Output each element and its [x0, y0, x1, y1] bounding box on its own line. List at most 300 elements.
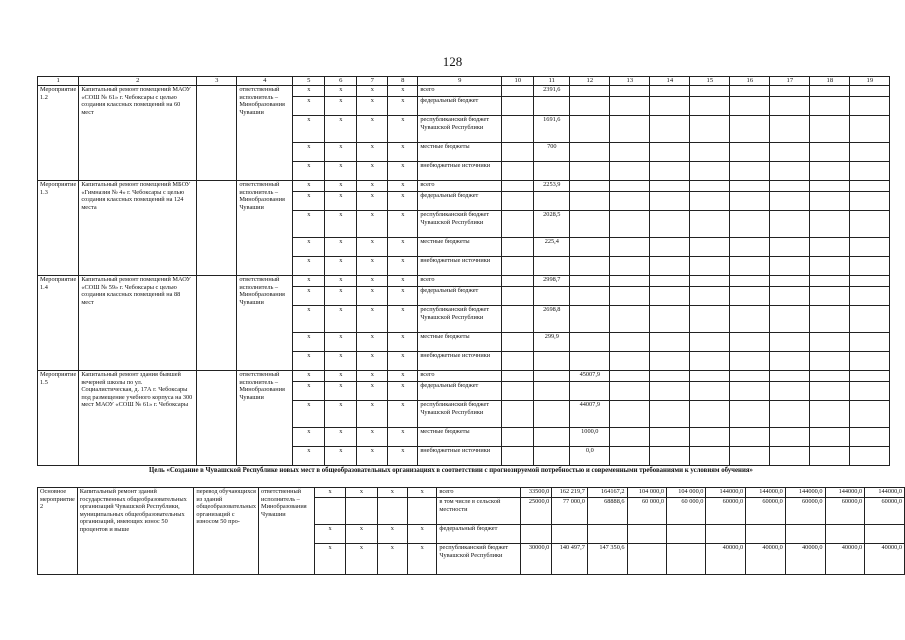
column-header: 19 [850, 77, 890, 86]
empty-cell [810, 257, 850, 276]
empty-cell [810, 192, 850, 211]
value-cell [785, 525, 825, 544]
value-cell [502, 238, 534, 257]
value-cell [502, 211, 534, 238]
value-cell [534, 401, 570, 428]
empty-cell [610, 257, 650, 276]
empty-cell [650, 371, 690, 382]
value-cell [502, 162, 534, 181]
activity-code: Мероприятие 1.4 [38, 276, 79, 371]
funding-source: внебюджетные источники [418, 447, 502, 466]
value-cell [502, 181, 534, 192]
empty-cell [690, 306, 730, 333]
placeholder-x: х [357, 211, 388, 238]
placeholder-x: х [325, 447, 357, 466]
empty-cell [690, 333, 730, 352]
activity-executor: ответственный исполнитель – Минобразования Чувашии [237, 276, 293, 371]
placeholder-x: х [325, 238, 357, 257]
empty-cell [650, 306, 690, 333]
empty-cell [690, 162, 730, 181]
placeholder-x: х [293, 333, 325, 352]
placeholder-x: х [357, 257, 388, 276]
activity-name: Капитальный ремонт зданий государственных общеобразовательных организаций Чувашской Республики, муниципальных общеобразовательных организаций, имеющих износ 50 процентов и выше [77, 488, 194, 575]
empty-cell [650, 86, 690, 97]
empty-cell [770, 276, 810, 287]
empty-cell [850, 257, 890, 276]
value-cell: 104 000,0 [667, 488, 706, 498]
funding-source: федеральный бюджет [418, 287, 502, 306]
empty-cell [690, 211, 730, 238]
empty-cell [850, 238, 890, 257]
empty-cell [407, 498, 436, 525]
value-cell [570, 116, 610, 143]
placeholder-x: х [388, 181, 418, 192]
funding-source: внебюджетные источники [418, 352, 502, 371]
empty-cell [610, 181, 650, 192]
empty-cell [610, 371, 650, 382]
placeholder-x: х [325, 306, 357, 333]
value-cell: 104 000,0 [627, 488, 666, 498]
placeholder-x: х [293, 192, 325, 211]
empty-cell [810, 333, 850, 352]
placeholder-x: х [325, 211, 357, 238]
empty-cell [650, 382, 690, 401]
empty-cell [770, 257, 810, 276]
placeholder-x: х [388, 333, 418, 352]
empty-cell [730, 238, 770, 257]
empty-cell [610, 428, 650, 447]
indicator-cell [197, 276, 237, 371]
empty-cell [810, 352, 850, 371]
empty-cell [770, 238, 810, 257]
activity-code: Основное мероприятие 2 [38, 488, 78, 575]
column-header: 15 [690, 77, 730, 86]
value-cell: 60 000,0 [667, 498, 706, 525]
placeholder-x: х [388, 257, 418, 276]
placeholder-x: х [388, 287, 418, 306]
empty-cell [850, 352, 890, 371]
placeholder-x: х [325, 192, 357, 211]
value-cell [534, 371, 570, 382]
value-cell [534, 97, 570, 116]
empty-cell [314, 498, 345, 525]
empty-cell [850, 287, 890, 306]
column-header: 5 [293, 77, 325, 86]
empty-cell [690, 371, 730, 382]
placeholder-x: х [357, 306, 388, 333]
empty-cell [650, 162, 690, 181]
empty-cell [690, 238, 730, 257]
value-cell [502, 371, 534, 382]
empty-cell [610, 162, 650, 181]
placeholder-x: х [325, 181, 357, 192]
placeholder-x: х [357, 333, 388, 352]
indicator-cell: перевод обучающихся из зданий общеобразовательных организаций с износом 50 про- [194, 488, 259, 575]
activity-name: Капитальный ремонт помещений МАОУ «СОШ № 59» г. Чебоксары с целью создания классных помещений на 88 мест [79, 276, 197, 371]
placeholder-x: х [388, 276, 418, 287]
value-cell: 162 219,7 [552, 488, 588, 498]
value-cell: 60000,0 [706, 498, 746, 525]
placeholder-x: х [357, 238, 388, 257]
empty-cell [810, 211, 850, 238]
value-cell [570, 181, 610, 192]
table-row [38, 181, 890, 192]
empty-cell [770, 401, 810, 428]
empty-cell [690, 428, 730, 447]
value-cell [552, 525, 588, 544]
value-cell [706, 525, 746, 544]
placeholder-x: х [293, 257, 325, 276]
empty-cell [690, 143, 730, 162]
value-cell [570, 287, 610, 306]
empty-cell [610, 333, 650, 352]
value-cell [534, 257, 570, 276]
placeholder-x: х [357, 143, 388, 162]
value-cell [570, 238, 610, 257]
value-cell [667, 544, 706, 575]
value-cell [502, 428, 534, 447]
empty-cell [690, 257, 730, 276]
empty-cell [690, 287, 730, 306]
empty-cell [770, 86, 810, 97]
placeholder-x: х [293, 447, 325, 466]
placeholder-x: х [377, 525, 407, 544]
placeholder-x: х [377, 544, 407, 575]
value-cell [534, 382, 570, 401]
empty-cell [770, 181, 810, 192]
placeholder-x: х [293, 287, 325, 306]
empty-cell [650, 211, 690, 238]
funding-source: местные бюджеты [418, 333, 502, 352]
funding-source: всего [418, 371, 502, 382]
funding-source: всего [418, 181, 502, 192]
value-cell [570, 352, 610, 371]
value-cell: 700 [534, 143, 570, 162]
placeholder-x: х [314, 544, 345, 575]
placeholder-x: х [325, 428, 357, 447]
empty-cell [770, 287, 810, 306]
placeholder-x: х [346, 525, 377, 544]
value-cell: 164167,2 [587, 488, 627, 498]
placeholder-x: х [377, 488, 407, 498]
placeholder-x: х [357, 162, 388, 181]
value-cell [502, 352, 534, 371]
activity-code: Мероприятие 1.5 [38, 371, 79, 466]
empty-cell [770, 162, 810, 181]
column-header: 9 [418, 77, 502, 86]
empty-cell [690, 86, 730, 97]
empty-cell [610, 382, 650, 401]
empty-cell [770, 143, 810, 162]
value-cell: 2391,6 [534, 86, 570, 97]
placeholder-x: х [357, 181, 388, 192]
value-cell: 1691,6 [534, 116, 570, 143]
placeholder-x: х [325, 401, 357, 428]
placeholder-x: х [325, 86, 357, 97]
activity-executor: ответственный исполнитель – Минобразования Чувашии [237, 181, 293, 276]
placeholder-x: х [293, 306, 325, 333]
placeholder-x: х [314, 488, 345, 498]
empty-cell [850, 116, 890, 143]
value-cell [534, 447, 570, 466]
placeholder-x: х [388, 162, 418, 181]
empty-cell [610, 97, 650, 116]
value-cell: 144000,0 [865, 488, 905, 498]
value-cell: 45007,9 [570, 371, 610, 382]
empty-cell [610, 86, 650, 97]
column-header: 2 [79, 77, 197, 86]
column-header: 13 [610, 77, 650, 86]
empty-cell [730, 162, 770, 181]
placeholder-x: х [293, 371, 325, 382]
placeholder-x: х [325, 287, 357, 306]
value-cell: 147 350,6 [587, 544, 627, 575]
value-cell: 60000,0 [865, 498, 905, 525]
funding-source: всего [418, 276, 502, 287]
main-activity-table [37, 487, 905, 575]
activity-name: Капитальный ремонт помещений МБОУ «Гимназия № 4» г. Чебоксары с целью создания классных помещений на 124 места [79, 181, 197, 276]
column-header-row [38, 77, 890, 86]
empty-cell [850, 143, 890, 162]
value-cell: 44007,9 [570, 401, 610, 428]
value-cell: 25000,0 [520, 498, 552, 525]
empty-cell [810, 382, 850, 401]
empty-cell [810, 143, 850, 162]
empty-cell [850, 86, 890, 97]
value-cell [570, 192, 610, 211]
empty-cell [650, 192, 690, 211]
placeholder-x: х [388, 306, 418, 333]
value-cell [502, 333, 534, 352]
value-cell [534, 352, 570, 371]
empty-cell [610, 143, 650, 162]
empty-cell [650, 447, 690, 466]
value-cell: 2253,9 [534, 181, 570, 192]
column-header: 17 [770, 77, 810, 86]
empty-cell [730, 287, 770, 306]
empty-cell [730, 181, 770, 192]
empty-cell [810, 287, 850, 306]
placeholder-x: х [357, 97, 388, 116]
value-cell [570, 97, 610, 116]
empty-cell [650, 352, 690, 371]
value-cell: 144000,0 [706, 488, 746, 498]
empty-cell [690, 447, 730, 466]
placeholder-x: х [388, 352, 418, 371]
placeholder-x: х [357, 371, 388, 382]
value-cell [570, 162, 610, 181]
funding-source: всего [437, 488, 520, 498]
empty-cell [810, 86, 850, 97]
empty-cell [850, 211, 890, 238]
empty-cell [610, 192, 650, 211]
column-header: 1 [38, 77, 79, 86]
placeholder-x: х [293, 238, 325, 257]
placeholder-x: х [407, 544, 436, 575]
empty-cell [650, 238, 690, 257]
empty-cell [810, 162, 850, 181]
placeholder-x: х [388, 211, 418, 238]
empty-cell [650, 257, 690, 276]
empty-cell [730, 333, 770, 352]
empty-cell [850, 306, 890, 333]
placeholder-x: х [388, 447, 418, 466]
value-cell: 60000,0 [746, 498, 786, 525]
value-cell [502, 143, 534, 162]
empty-cell [690, 352, 730, 371]
placeholder-x: х [357, 116, 388, 143]
empty-cell [770, 306, 810, 333]
empty-cell [730, 97, 770, 116]
empty-cell [850, 428, 890, 447]
placeholder-x: х [325, 352, 357, 371]
empty-cell [730, 382, 770, 401]
value-cell [746, 525, 786, 544]
empty-cell [850, 371, 890, 382]
placeholder-x: х [325, 382, 357, 401]
empty-cell [810, 238, 850, 257]
activity-executor: ответственный исполнитель – Минобразования Чувашии [237, 86, 293, 181]
value-cell: 68888,6 [587, 498, 627, 525]
empty-cell [690, 276, 730, 287]
empty-cell [610, 401, 650, 428]
value-cell [502, 447, 534, 466]
funding-source: внебюджетные источники [418, 162, 502, 181]
placeholder-x: х [325, 116, 357, 143]
value-cell [534, 428, 570, 447]
placeholder-x: х [357, 287, 388, 306]
placeholder-x: х [357, 401, 388, 428]
value-cell [534, 162, 570, 181]
indicator-cell [197, 86, 237, 181]
empty-cell [650, 97, 690, 116]
value-cell: 30000,0 [520, 544, 552, 575]
placeholder-x: х [388, 143, 418, 162]
empty-cell [810, 276, 850, 287]
value-cell [667, 525, 706, 544]
column-header: 16 [730, 77, 770, 86]
placeholder-x: х [293, 428, 325, 447]
empty-cell [850, 401, 890, 428]
value-cell [502, 97, 534, 116]
empty-cell [610, 116, 650, 143]
value-cell: 1000,0 [570, 428, 610, 447]
value-cell [502, 287, 534, 306]
placeholder-x: х [357, 192, 388, 211]
funding-source: федеральный бюджет [418, 382, 502, 401]
placeholder-x: х [388, 428, 418, 447]
table-row [38, 276, 890, 287]
placeholder-x: х [346, 544, 377, 575]
funding-source: местные бюджеты [418, 143, 502, 162]
empty-cell [770, 116, 810, 143]
empty-cell [650, 401, 690, 428]
funding-source: в том числе в сельской местности [437, 498, 520, 525]
value-cell: 40000,0 [746, 544, 786, 575]
placeholder-x: х [325, 162, 357, 181]
value-cell: 2698,8 [534, 306, 570, 333]
funding-source: республиканский бюджет Чувашской Республики [437, 544, 520, 575]
empty-cell [850, 181, 890, 192]
empty-cell [770, 447, 810, 466]
column-header: 10 [502, 77, 534, 86]
value-cell: 0,0 [570, 447, 610, 466]
empty-cell [810, 447, 850, 466]
value-cell [570, 86, 610, 97]
funding-source: местные бюджеты [418, 238, 502, 257]
funding-source: федеральный бюджет [437, 525, 520, 544]
empty-cell [690, 97, 730, 116]
empty-cell [810, 97, 850, 116]
placeholder-x: х [388, 382, 418, 401]
table-row [38, 488, 905, 498]
empty-cell [730, 352, 770, 371]
value-cell: 60 000,0 [627, 498, 666, 525]
empty-cell [850, 382, 890, 401]
empty-cell [690, 382, 730, 401]
funding-source: республиканский бюджет Чувашской Республики [418, 116, 502, 143]
value-cell [502, 306, 534, 333]
empty-cell [650, 276, 690, 287]
empty-cell [770, 333, 810, 352]
empty-cell [610, 447, 650, 466]
placeholder-x: х [293, 97, 325, 116]
value-cell: 40000,0 [825, 544, 865, 575]
placeholder-x: х [325, 371, 357, 382]
funding-source: республиканский бюджет Чувашской Республики [418, 401, 502, 428]
empty-cell [650, 116, 690, 143]
empty-cell [810, 116, 850, 143]
empty-cell [377, 498, 407, 525]
empty-cell [770, 428, 810, 447]
empty-cell [690, 181, 730, 192]
placeholder-x: х [293, 382, 325, 401]
value-cell: 144000,0 [746, 488, 786, 498]
placeholder-x: х [388, 192, 418, 211]
funding-source: федеральный бюджет [418, 97, 502, 116]
value-cell [570, 257, 610, 276]
value-cell [502, 401, 534, 428]
value-cell [865, 525, 905, 544]
empty-cell [730, 86, 770, 97]
value-cell [587, 525, 627, 544]
value-cell: 2998,7 [534, 276, 570, 287]
placeholder-x: х [293, 211, 325, 238]
empty-cell [850, 276, 890, 287]
column-header: 7 [357, 77, 388, 86]
placeholder-x: х [293, 162, 325, 181]
empty-cell [730, 447, 770, 466]
empty-cell [610, 306, 650, 333]
placeholder-x: х [346, 488, 377, 498]
value-cell [570, 143, 610, 162]
value-cell [570, 382, 610, 401]
activities-table [37, 76, 890, 466]
value-cell: 299,9 [534, 333, 570, 352]
empty-cell [770, 97, 810, 116]
activity-name: Капитальный ремонт помещений МАОУ «СОШ № 61» г. Чебоксары с целью создания классных помещений на 60 мест [79, 86, 197, 181]
activity-name: Капитальный ремонт здания бывшей вечерней школы по ул. Социалистическая, д. 17А г. Чебоксары под размещение учебного корпуса на 300 мест МАОУ «СОШ № 61» г. Чебоксары [79, 371, 197, 466]
funding-source: внебюджетные источники [418, 257, 502, 276]
empty-cell [650, 333, 690, 352]
placeholder-x: х [293, 401, 325, 428]
empty-cell [730, 211, 770, 238]
activity-code: Мероприятие 1.2 [38, 86, 79, 181]
value-cell [534, 287, 570, 306]
placeholder-x: х [325, 143, 357, 162]
empty-cell [346, 498, 377, 525]
placeholder-x: х [388, 97, 418, 116]
